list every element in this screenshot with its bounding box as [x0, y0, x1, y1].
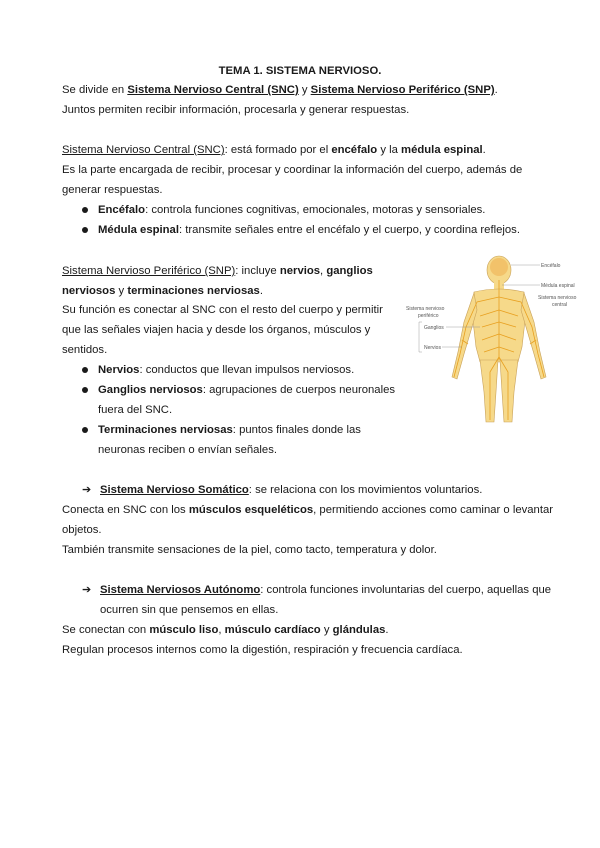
- label-snc-1: Sistema nervioso: [538, 295, 577, 301]
- snc-heading: [62, 143, 486, 157]
- snp-bullet-nervios: [98, 363, 354, 377]
- term: Terminaciones nerviosas: [98, 424, 233, 436]
- bullet-icon: [82, 207, 88, 213]
- text: : controla funciones cognitivas, emocionales, motoras y sensoriales.: [145, 204, 486, 216]
- label-nervios: Nervios: [424, 345, 441, 351]
- autonomo-paragraph-2: Regulan procesos internos como la digestión, respiración y frecuencia cardíaca.: [62, 644, 463, 656]
- somatico-paragraph-2: objetos.: [62, 524, 102, 536]
- text: .: [385, 624, 389, 636]
- label-snp-2: periférico: [418, 313, 439, 319]
- snp-bullet-terminaciones-cont: neuronas reciben o envían señales.: [98, 444, 277, 456]
- snc-term: Sistema Nervioso Central (SNC): [127, 84, 299, 96]
- somatico-heading: [100, 483, 482, 497]
- text: Conecta en SNC con los: [62, 504, 189, 516]
- text: y la: [377, 144, 402, 156]
- arrow-icon: ➔: [82, 584, 92, 596]
- term: Médula espinal: [98, 224, 179, 236]
- nerve-lines: [454, 280, 544, 420]
- text: : puntos finales donde las: [232, 424, 361, 436]
- label-snp-1: Sistema nervioso: [406, 306, 445, 312]
- term: Nervios: [98, 364, 140, 376]
- snp-term: Sistema Nervioso Periférico (SNP): [310, 84, 495, 96]
- text: , permitiendo acciones como caminar o levantar: [313, 504, 554, 516]
- term: músculo liso: [149, 624, 219, 636]
- text: Se conectan con: [62, 624, 150, 636]
- bullet-icon: [82, 367, 88, 373]
- text: : transmite señales entre el encéfalo y el cuerpo, y coordina reflejos.: [178, 224, 520, 236]
- autonomo-heading: [100, 583, 551, 597]
- text: y: [320, 624, 333, 636]
- snp-heading-term: Sistema Nervioso Periférico (SNP): [62, 265, 236, 277]
- autonomo-heading-cont: ocurren sin que pensemos en ellas.: [100, 604, 279, 616]
- text: ,: [320, 265, 327, 277]
- autonomo-paragraph-1: [62, 623, 389, 637]
- nervous-system-diagram: [402, 252, 577, 427]
- somatico-paragraph-1: [62, 503, 553, 517]
- snc-bullet-encefalo: [98, 203, 485, 217]
- term: músculo cardíaco: [224, 624, 321, 636]
- term: nerviosos: [62, 285, 116, 297]
- text: : controla funciones involuntarias del cuerpo, aquellas que: [260, 584, 552, 596]
- snp-bullet-terminaciones: [98, 423, 361, 437]
- snp-heading-line-2: [62, 284, 263, 298]
- label-snc-2: central: [552, 302, 568, 308]
- term: ganglios: [326, 265, 373, 277]
- snc-heading-term: Sistema Nervioso Central (SNC): [62, 144, 225, 156]
- label-medula: Médula espinal: [541, 283, 575, 289]
- term: terminaciones nerviosas: [127, 285, 260, 297]
- text: ,: [218, 624, 225, 636]
- snp-paragraph-1: Su función es conectar al SNC con el resto del cuerpo y permitir: [62, 304, 383, 316]
- snp-heading: [62, 264, 373, 278]
- label-encefalo: Encéfalo: [541, 263, 561, 269]
- term: Ganglios nerviosos: [98, 384, 203, 396]
- term: nervios: [279, 265, 321, 277]
- snp-bullet-ganglios: [98, 383, 395, 397]
- snp-paragraph-2: que las señales viajen hacia y desde los órganos, músculos y: [62, 324, 371, 336]
- bullet-icon: [82, 387, 88, 393]
- page-title: TEMA 1. SISTEMA NERVIOSO.: [218, 65, 382, 77]
- text: : conductos que llevan impulsos nerviosos.: [139, 364, 355, 376]
- arrow-icon: ➔: [82, 484, 92, 496]
- term-medula: médula espinal: [401, 144, 483, 156]
- intro-text: .: [494, 84, 498, 96]
- bullet-icon: [82, 427, 88, 433]
- intro-text: Se divide en: [62, 84, 128, 96]
- text: : está formado por el: [224, 144, 332, 156]
- text: .: [482, 144, 486, 156]
- text: : se relaciona con los movimientos voluntarios.: [248, 484, 483, 496]
- text: y: [115, 285, 128, 297]
- snp-paragraph-3: sentidos.: [62, 344, 108, 356]
- text: : agrupaciones de cuerpos neuronales: [202, 384, 396, 396]
- intro-line-1: [62, 83, 498, 97]
- somatico-paragraph-3: También transmite sensaciones de la piel, como tacto, temperatura y dolor.: [62, 544, 437, 556]
- text: .: [259, 285, 263, 297]
- term-encefalo: encéfalo: [331, 144, 378, 156]
- snp-bullet-ganglios-cont: fuera del SNC.: [98, 404, 173, 416]
- term: glándulas: [332, 624, 386, 636]
- bullet-icon: [82, 227, 88, 233]
- term: Encéfalo: [98, 204, 146, 216]
- snc-paragraph-2: generar respuestas.: [62, 184, 163, 196]
- intro-line-2: Juntos permiten recibir información, procesarla y generar respuestas.: [62, 104, 410, 116]
- snc-paragraph-1: Es la parte encargada de recibir, procesar y coordinar la información del cuerpo, además de: [62, 164, 523, 176]
- autonomo-term: Sistema Nerviosos Autónomo: [100, 584, 261, 596]
- somatico-term: Sistema Nervioso Somático: [100, 484, 249, 496]
- term: músculos esqueléticos: [188, 504, 314, 516]
- label-ganglios: Ganglios: [424, 325, 444, 331]
- snc-bullet-medula: [98, 223, 520, 237]
- intro-text: y: [298, 84, 311, 96]
- text: : incluye: [235, 265, 280, 277]
